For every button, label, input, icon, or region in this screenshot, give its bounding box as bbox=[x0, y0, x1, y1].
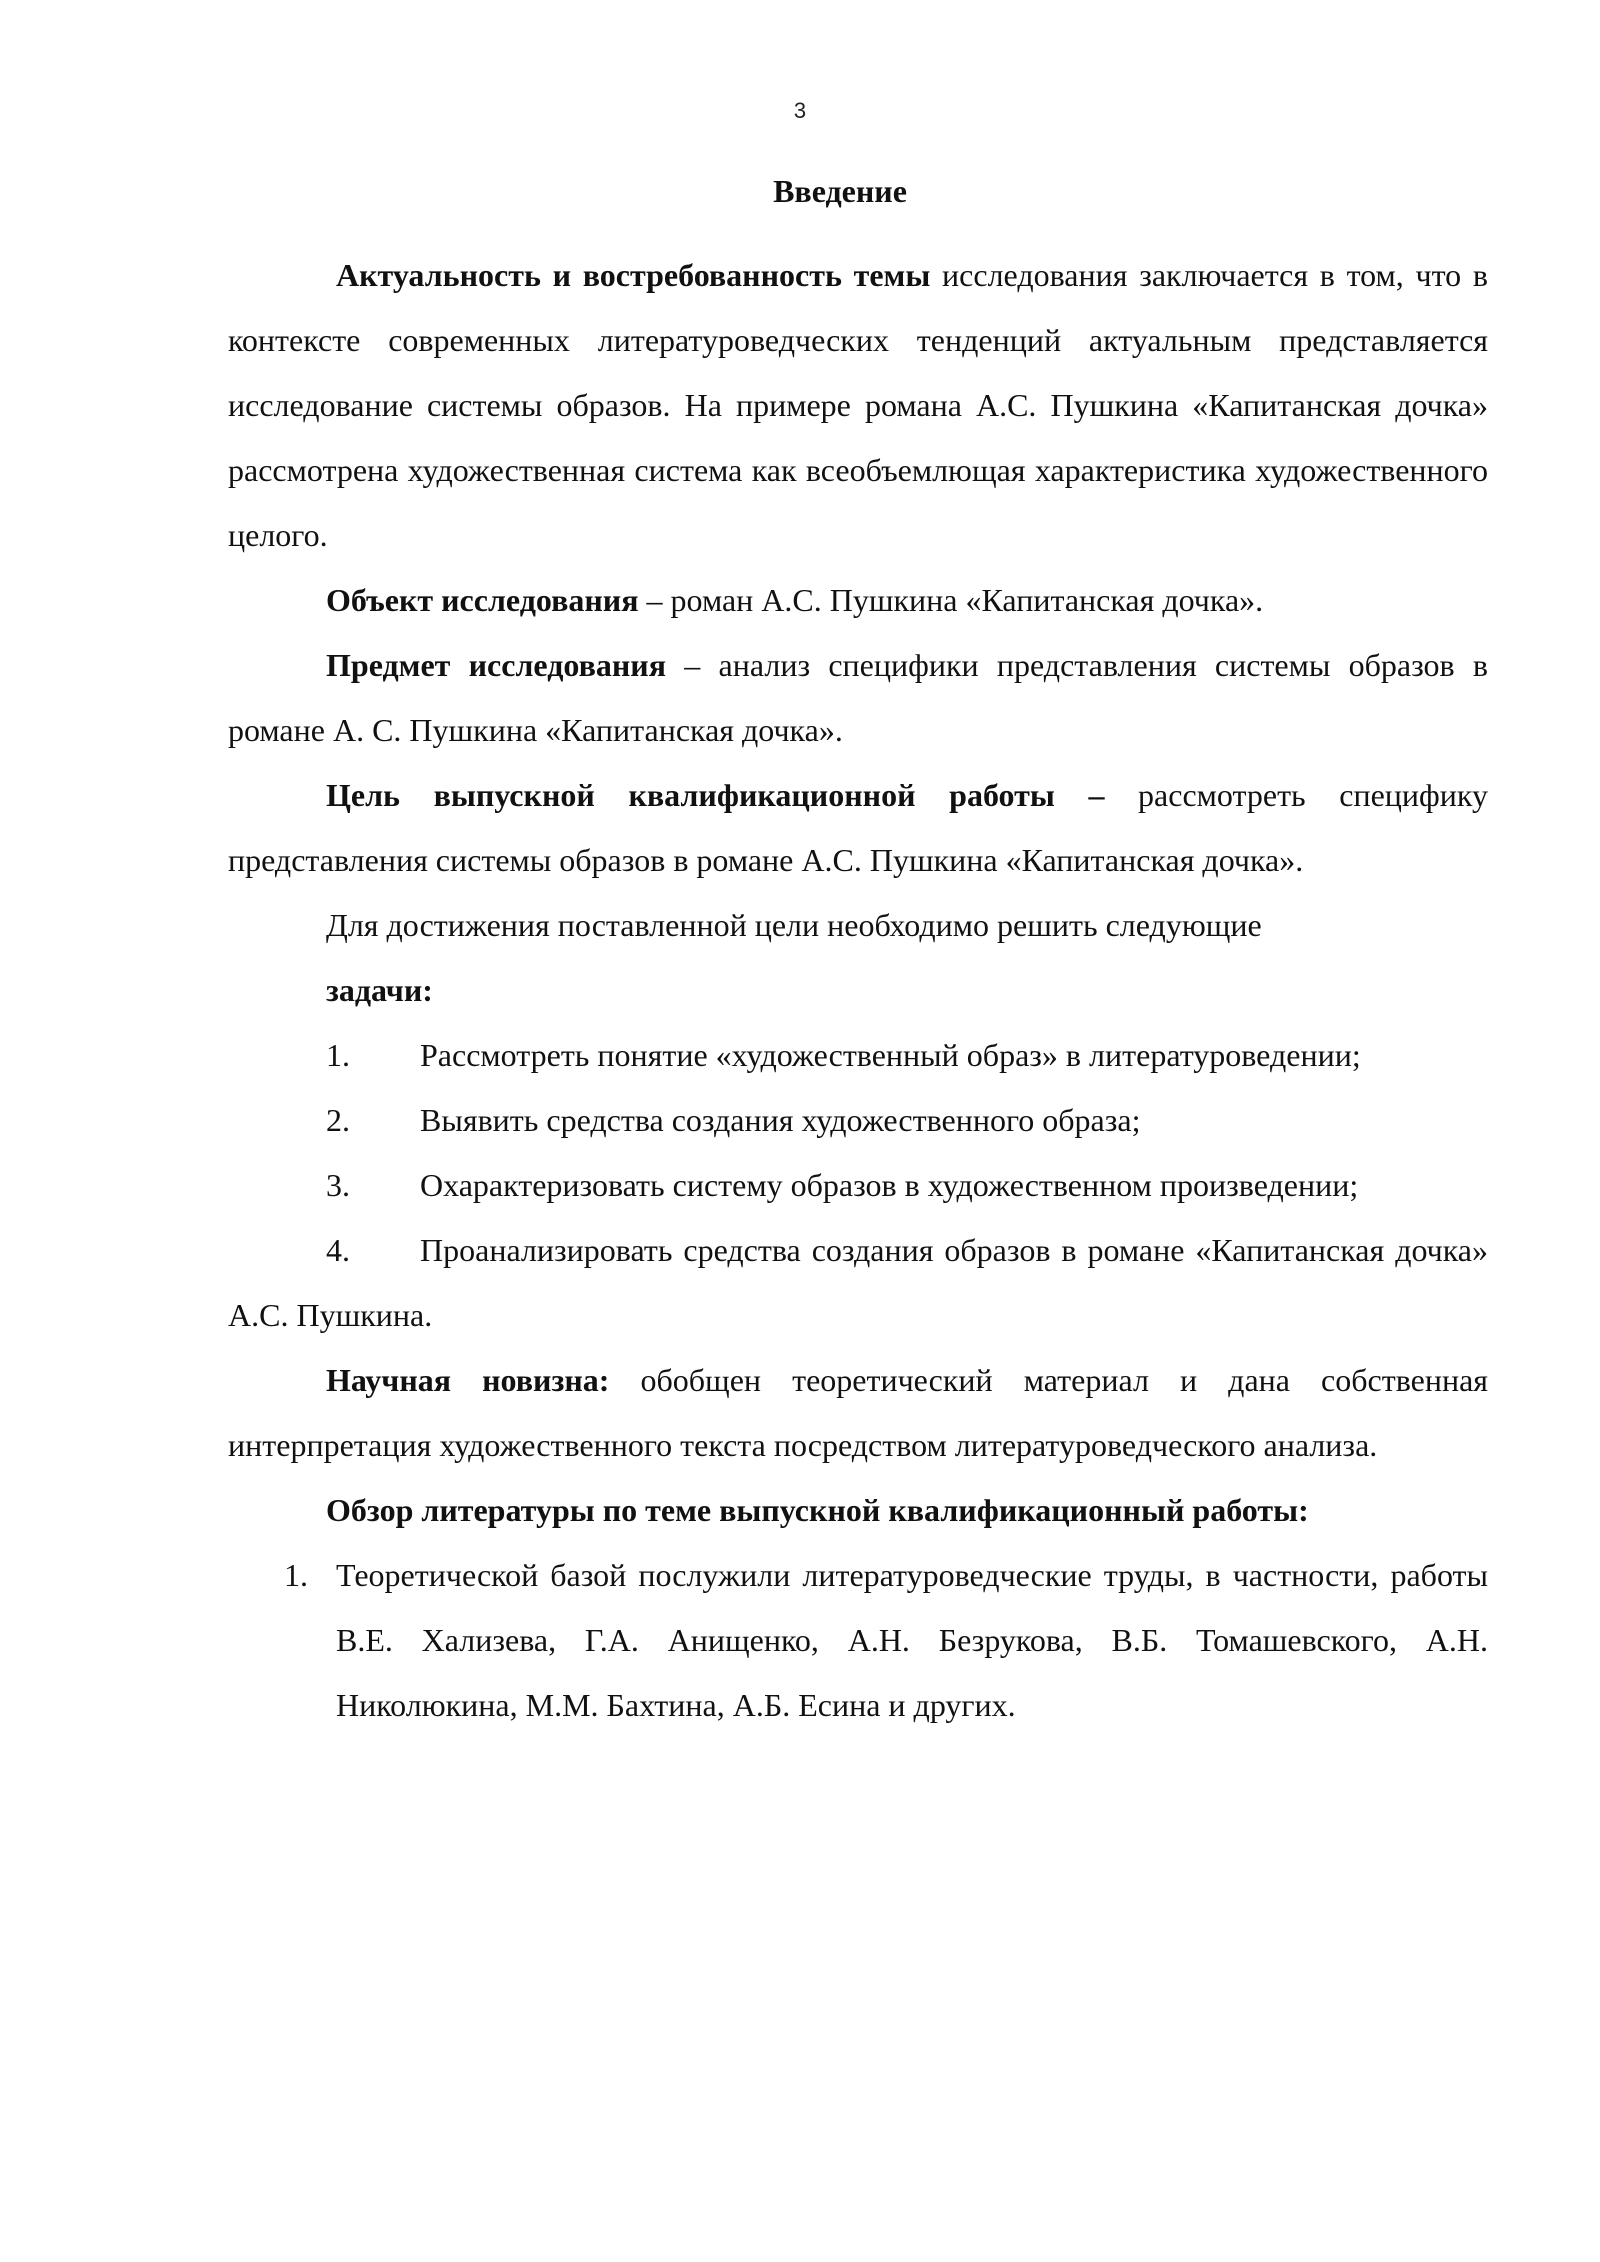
subject-text: – анализ специфики представления системы образов в романе А. С. Пушкина «Капитанская дочка». bbox=[228, 647, 1489, 748]
literature-review-label: Обзор литературы по теме выпускной квалификационный работы: bbox=[326, 1492, 1309, 1528]
goal-label: Цель выпускной квалификационной работы – bbox=[326, 777, 1105, 813]
novelty-paragraph bbox=[228, 1348, 1488, 1478]
task-number: 3. bbox=[326, 1167, 350, 1203]
object-text: – роман А.С. Пушкина «Капитанская дочка». bbox=[638, 582, 1264, 618]
goal-paragraph bbox=[228, 763, 1488, 893]
literature-review-heading bbox=[228, 1478, 1488, 1543]
novelty-text: обобщен теоретический материал и дана собственная интерпретация художественного текста посредством литературоведческого анализа. bbox=[228, 1362, 1489, 1463]
task-item-1 bbox=[228, 1023, 1488, 1088]
page-number: 3 bbox=[793, 98, 807, 123]
relevance-label: Актуальность и востребованность темы bbox=[336, 257, 931, 293]
goal-text: рассмотреть специфику представления системы образов в романе А.С. Пушкина «Капитанская дочка». bbox=[228, 777, 1488, 878]
task-text: Охарактеризовать систему образов в художественном произведении; bbox=[420, 1167, 1359, 1203]
literature-list bbox=[228, 1543, 1488, 1738]
task-item-3 bbox=[228, 1153, 1488, 1218]
task-text: Рассмотреть понятие «художественный образ» в литературоведении; bbox=[420, 1037, 1361, 1073]
task-number: 4. bbox=[326, 1232, 350, 1268]
object-paragraph bbox=[228, 568, 1488, 633]
tasks-label: задачи: bbox=[326, 972, 433, 1008]
task-number: 2. bbox=[326, 1102, 350, 1138]
task-text: Проанализировать средства создания образов в романе «Капитанская дочка» А.С. Пушкина. bbox=[228, 1232, 1488, 1333]
literature-item-number: 1. bbox=[284, 1557, 308, 1593]
section-heading: Введение bbox=[773, 173, 907, 209]
tasks-label-paragraph bbox=[228, 958, 1488, 1023]
subject-label: Предмет исследования bbox=[326, 647, 667, 683]
relevance-paragraph bbox=[228, 243, 1488, 568]
task-number: 1. bbox=[326, 1037, 350, 1073]
task-item-4 bbox=[228, 1218, 1488, 1348]
document-body bbox=[228, 243, 1488, 1738]
literature-item-text: Теоретической базой послужили литературоведческие труды, в частности, работы В.Е. Хализева, Г.А. Анищенко, А.Н. Безрукова, В.Б. Томашевского, А.Н. Николюкина, М.М. Бахтина, А.Б. Есина и других. bbox=[336, 1557, 1488, 1723]
task-item-2 bbox=[228, 1088, 1488, 1153]
relevance-text: исследования заключается в том, что в контексте современных литературоведческих тенденций актуальным представляется исследование системы образов. На примере романа А.С. Пушкина «Капитанская дочка» рассмотрена художественная система как всеобъемлющая характеристика художественного целого. bbox=[228, 257, 1489, 553]
novelty-label: Научная новизна: bbox=[326, 1362, 610, 1398]
task-text: Выявить средства создания художественного образа; bbox=[420, 1102, 1141, 1138]
subject-paragraph bbox=[228, 633, 1488, 763]
tasks-intro-paragraph: Для достижения поставленной цели необходимо решить следующие bbox=[326, 907, 1262, 943]
object-label: Объект исследования bbox=[326, 582, 639, 618]
